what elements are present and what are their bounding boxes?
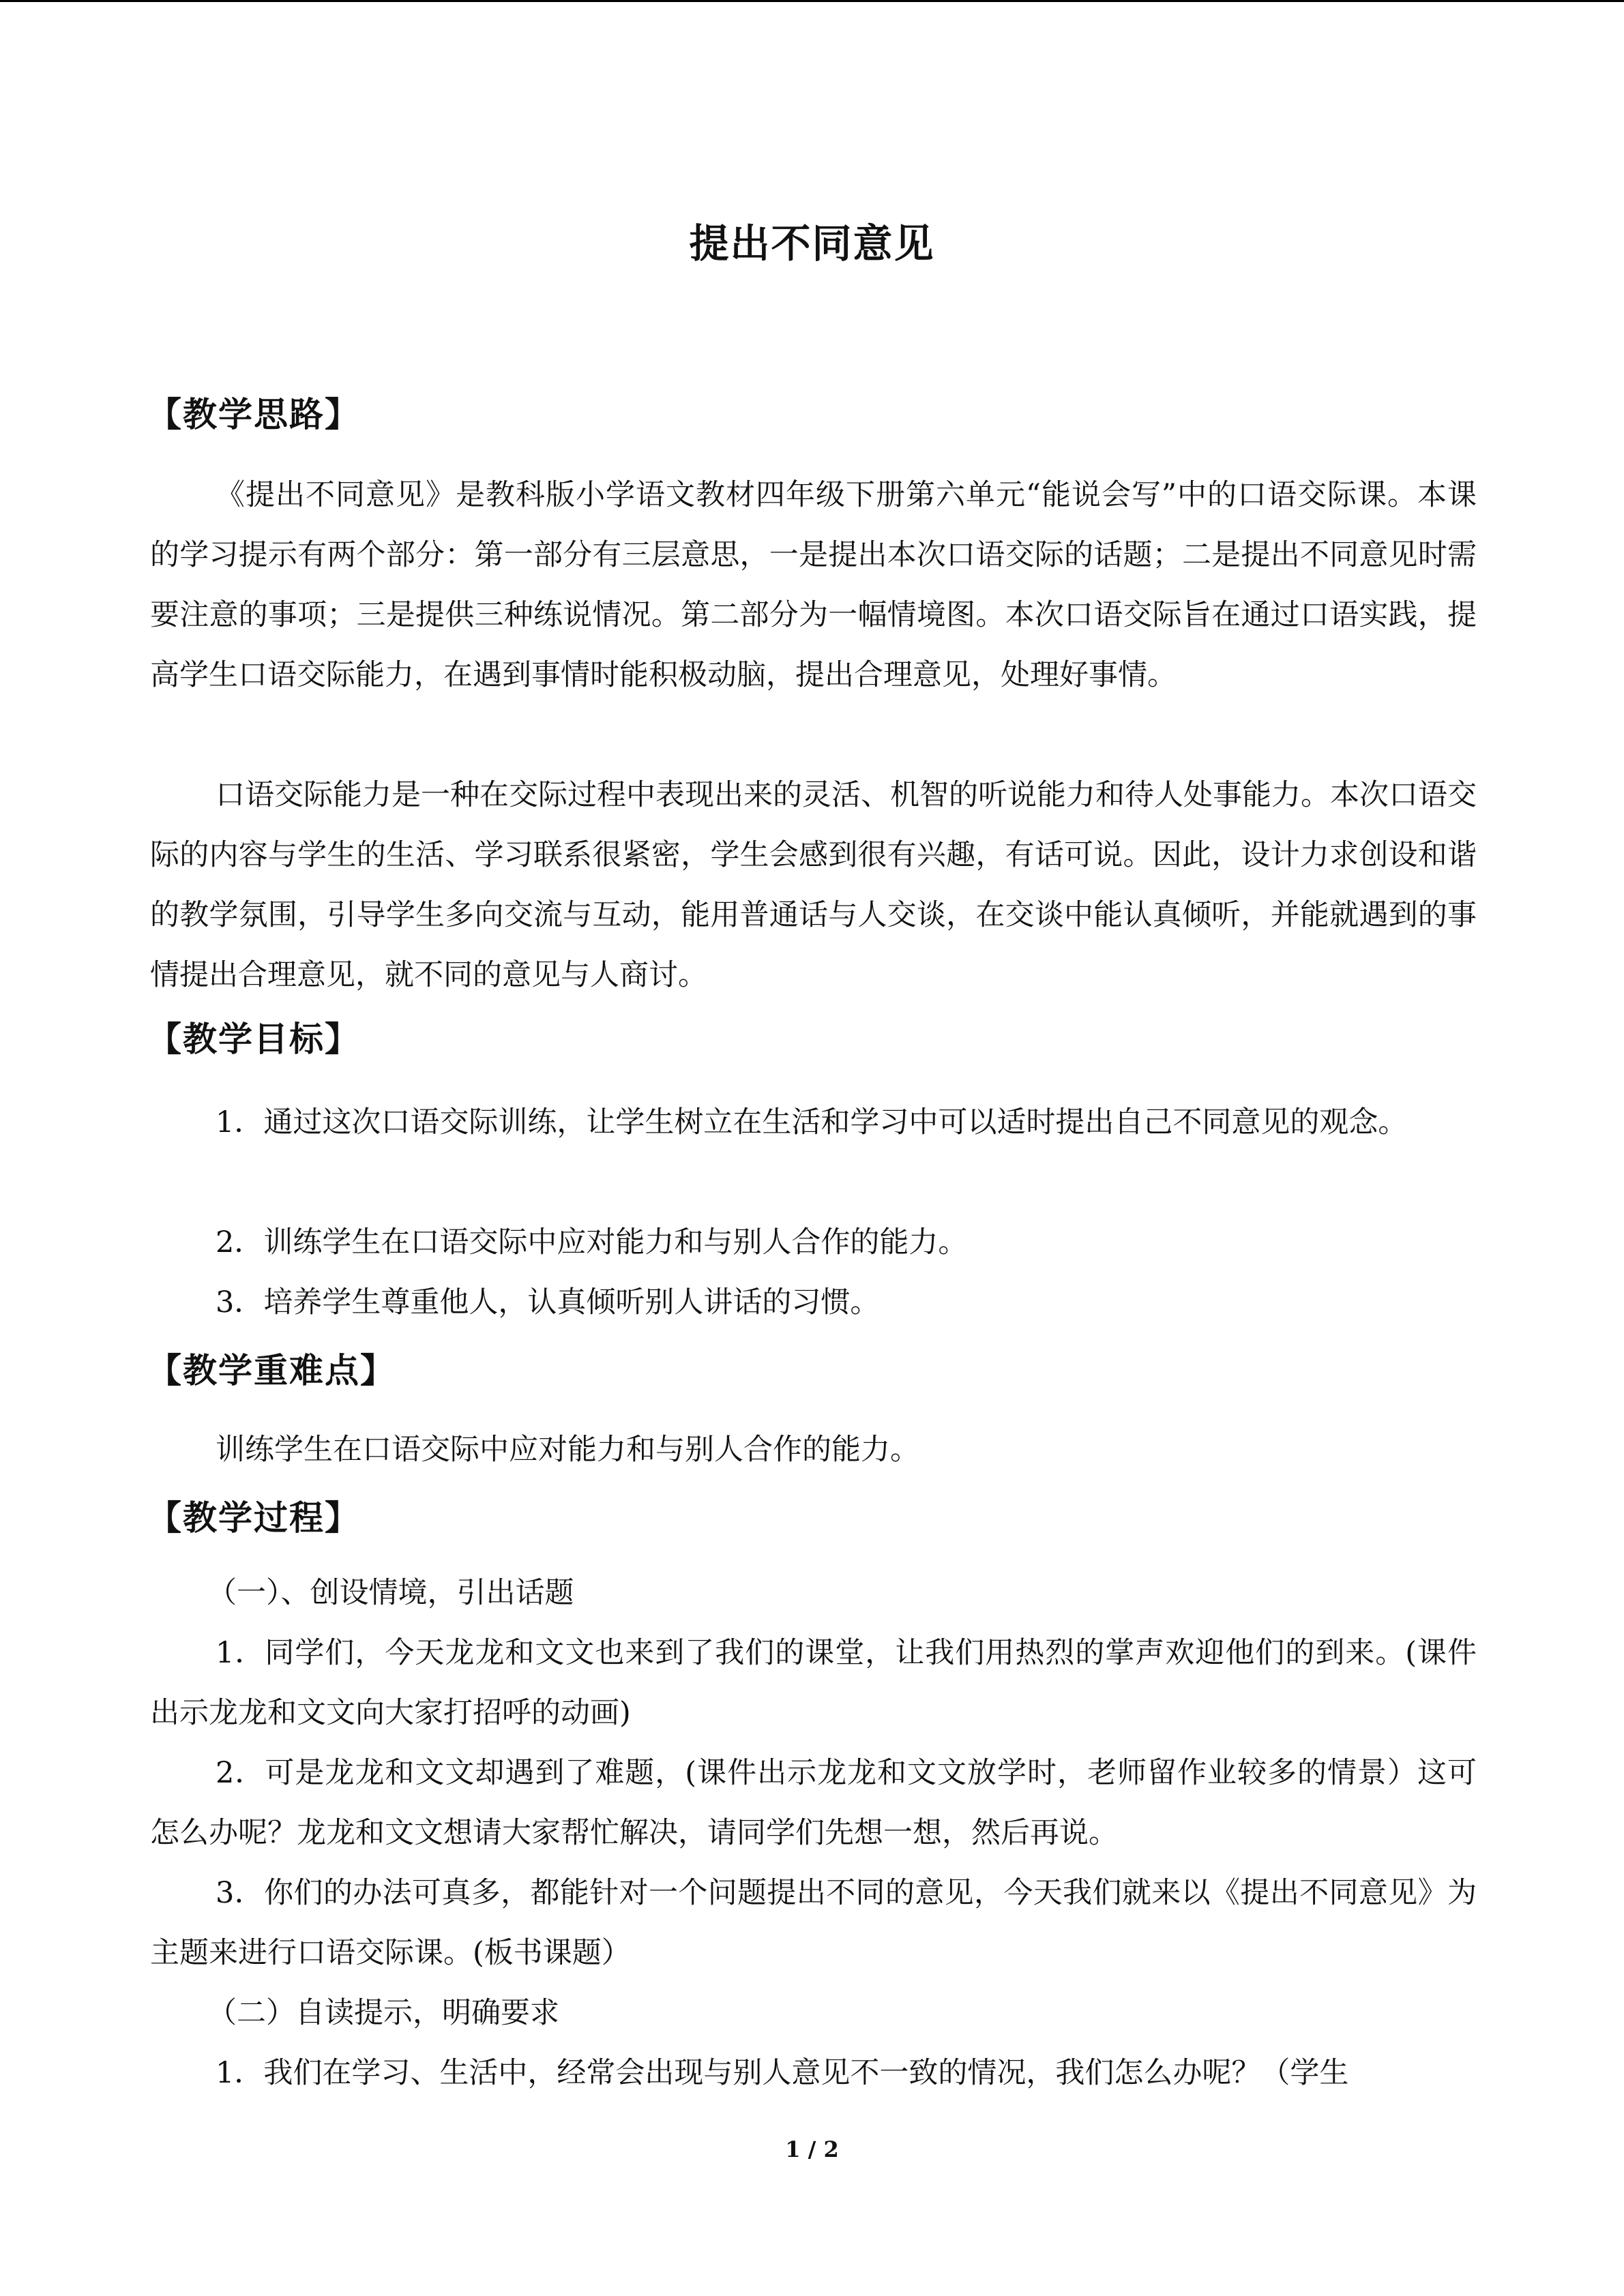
process-part1-title: （一）、创设情境，引出话题 — [207, 1576, 574, 1610]
process-part1-item-2: 2．可是龙龙和文文却遇到了难题，(课件出示龙龙和文文放学时，老师留作业较多的情景）这可怎么办呢？龙龙和文文想请大家帮忙解决，请同学们先想一想，然后再说。 — [150, 1756, 1477, 1850]
process-part2-item-1: 1．我们在学习、生活中，经常会出现与别人意见不一致的情况，我们怎么办呢？（学生 — [216, 2056, 1349, 2090]
heading-teaching-goals: 【教学目标】 — [147, 1019, 360, 1059]
page-number: 1 / 2 — [785, 2136, 839, 2162]
heading-key-points: 【教学重难点】 — [147, 1351, 396, 1390]
goal-item-2: 2．训练学生在口语交际中应对能力和与别人合作的能力。 — [216, 1225, 968, 1259]
process-part1-item-3: 3．你们的办法可真多，都能针对一个问题提出不同的意见，今天我们就来以《提出不同意见》为主题来进行口语交际课。(板书课题） — [150, 1876, 1477, 1970]
goal-item-3: 3．培养学生尊重他人，认真倾听别人讲话的习惯。 — [216, 1285, 880, 1320]
process-part2-title: （二）自读提示，明确要求 — [207, 1996, 559, 2030]
heading-teaching-process: 【教学过程】 — [147, 1498, 360, 1538]
heading-teaching-approach: 【教学思路】 — [147, 395, 360, 434]
key-points-text: 训练学生在口语交际中应对能力和与别人合作的能力。 — [216, 1433, 919, 1467]
goal-item-1: 1．通过这次口语交际训练，让学生树立在生活和学习中可以适时提出自己不同意见的观念。 — [216, 1105, 1408, 1139]
page-top-border — [0, 0, 1624, 2]
approach-paragraph-1: 《提出不同意见》是教科版小学语文教材四年级下册第六单元“能说会写”中的口语交际课。本课的学习提示有两个部分：第一部分有三层意思，一是提出本次口语交际的话题；二是提出不同意见时需要注意的事项；三是提供三种练说情况。第二部分为一幅情境图。本次口语交际旨在通过口语实践，提高学生口语交际能力，在遇到事情时能积极动脑，提出合理意见，处理好事情。 — [150, 478, 1477, 692]
document-title: 提出不同意见 — [689, 220, 935, 267]
approach-paragraph-2: 口语交际能力是一种在交际过程中表现出来的灵活、机智的听说能力和待人处事能力。本次口语交际的内容与学生的生活、学习联系很紧密，学生会感到很有兴趣，有话可说。因此，设计力求创设和谐的教学氛围，引导学生多向交流与互动，能用普通话与人交谈，在交谈中能认真倾听，并能就遇到的事情提出合理意见，就不同的意见与人商讨。 — [150, 778, 1477, 992]
process-part1-item-1: 1．同学们，今天龙龙和文文也来到了我们的课堂，让我们用热烈的掌声欢迎他们的到来。(课件出示龙龙和文文向大家打招呼的动画) — [150, 1636, 1477, 1730]
